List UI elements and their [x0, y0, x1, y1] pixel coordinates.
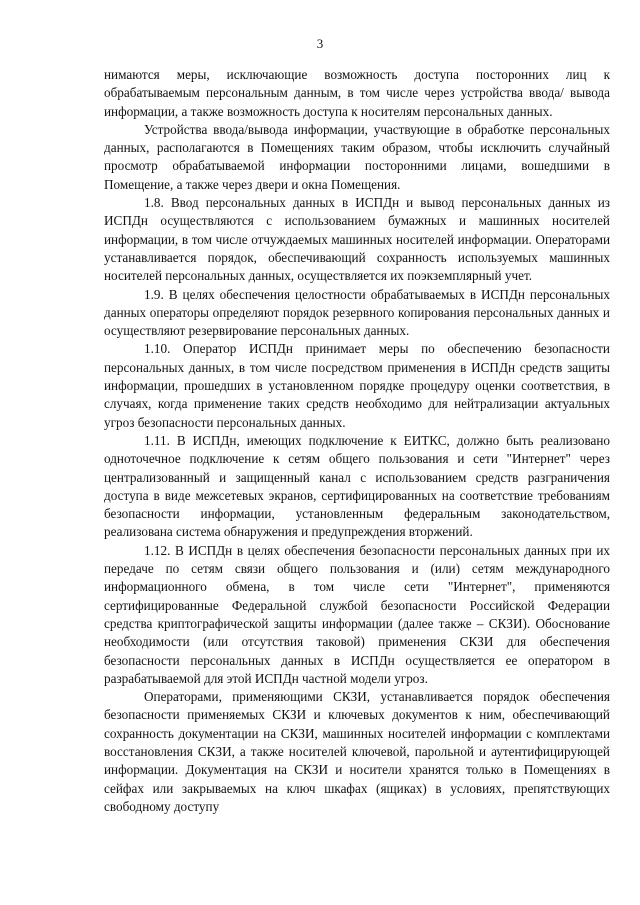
paragraph-1-9: 1.9. В целях обеспечения целостности обрабатываемых в ИСПДн персональных данных операторы определяют порядок резервного копирования персональных данных и осуществляют резервирование персональных данных. [104, 286, 610, 339]
page-number: 3 [316, 36, 324, 51]
paragraph-1-10: 1.10. Оператор ИСПДн принимает меры по обеспечению безопасности персональных данных, в том числе посредством применения в ИСПДн средств защиты информации, прошедших в установленном порядке процедуру оценки соответствия, в случаях, когда применение таких средств необходимо для нейтрализации актуальных угроз безопасности персональных данных. [104, 341, 610, 430]
paragraph-1-12: 1.12. В ИСПДн в целях обеспечения безопасности персональных данных при их передаче по сетям связи общего пользования и (или) сетям международного информационного обмена, в том числе сети "Интернет", применяются сертифицированные Федеральной службой безопасности Российской Федерации средства криптографической защиты информации (далее также – СКЗИ). Обоснование необходимости (или отсутствия таковой) применения СКЗИ для обеспечения безопасности персональных данных в ИСПДн осуществляется ее оператором в разрабатываемой для этой ИСПДн частной модели угроз. [104, 542, 610, 686]
document-body [104, 66, 610, 816]
paragraph-1-8: 1.8. Ввод персональных данных в ИСПДн и вывод персональных данных из ИСПДн осуществляются с использованием бумажных и машинных носителей информации, в том числе отчуждаемых машинных носителей информации. Операторами устанавливается порядок, обеспечивающий сохранность используемых машинных носителей персональных данных, осуществляется их поэкземплярный учет. [104, 195, 610, 284]
paragraph-skzi-operators: Операторами, применяющими СКЗИ, устанавливается порядок обеспечения безопасности применяемых СКЗИ и ключевых документов к ним, обеспечивающий сохранность документации на СКЗИ, машинных носителей информации с комплектами восстановления СКЗИ, а также носителей ключевой, парольной и аутентифицирующей информации. Документация на СКЗИ и носители хранятся только в Помещениях в сейфах или закрываемых на ключ шкафах (ящиках) в условиях, препятствующих свободному доступу [104, 689, 610, 814]
paragraph-continuation: нимаются меры, исключающие возможность доступа посторонних лиц к обрабатываемым персональным данным, в том числе через устройства ввода/ вывода информации, а также возможность доступа к носителям персональных данных. [104, 67, 610, 119]
paragraph-1-11: 1.11. В ИСПДн, имеющих подключение к ЕИТКС, должно быть реализовано одноточечное подключение к сетям общего пользования и сети "Интернет" через централизованный и защищенный канал с использованием средств разграничения доступа в виде межсетевых экранов, сертифицированных на соответствие требованиям безопасности информации, установленным федеральным законодательством, реализована система обнаружения и предупреждения вторжений. [104, 432, 610, 540]
paragraph-io-devices: Устройства ввода/вывода информации, участвующие в обработке персональных данных, располагаются в Помещениях таким образом, чтобы исключить случайный просмотр обрабатываемой информации посторонними лицами, вошедшими в Помещение, а также через двери и окна Помещения. [104, 121, 610, 192]
